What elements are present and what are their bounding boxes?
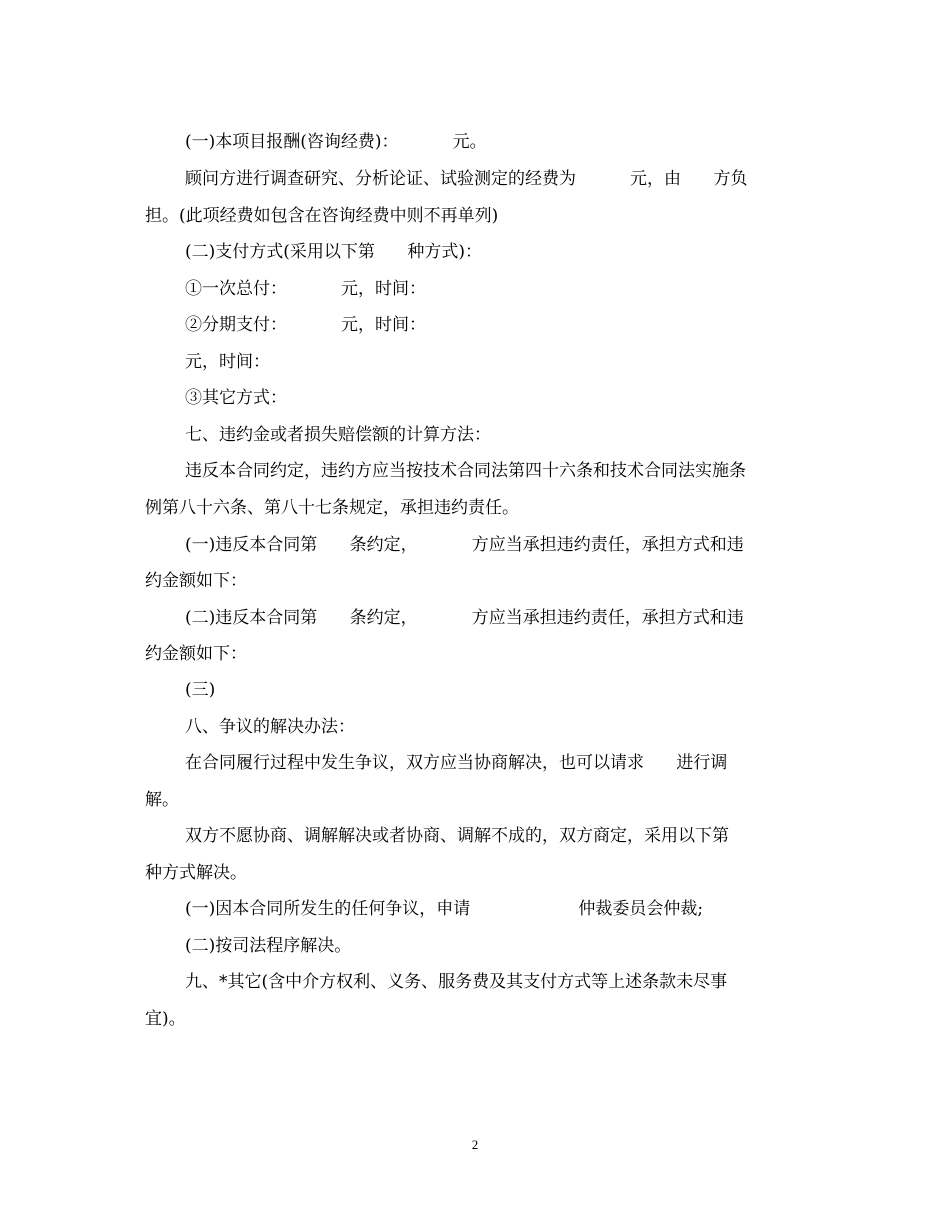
section-nine-cont: 宜)。: [145, 1009, 186, 1029]
clause-no-agreement-cont: 种方式解决。: [145, 863, 247, 883]
section-eight-heading: 八、争议的解决办法：: [185, 717, 355, 737]
breach-item-one-cont: 约金额如下：: [145, 571, 247, 591]
clause-dispute-cont: 解。: [145, 790, 179, 810]
section-seven-heading: 七、违约金或者损失赔偿额的计算方法：: [185, 425, 491, 445]
payment-other: ③其它方式：: [185, 388, 287, 408]
clause-remuneration: (一)本项目报酬(咨询经费)： 元。: [185, 132, 487, 152]
section-nine-heading: 九、*其它(含中介方权利、义务、服务费及其支付方式等上述条款未尽事: [185, 972, 728, 992]
dispute-arbitration: (一)因本合同所发生的任何争议，申请 仲裁委员会仲裁;: [185, 899, 704, 919]
clause-breach-cont: 例第八十六条、第八十七条规定，承担违约责任。: [145, 498, 519, 518]
page-number: 2: [471, 1137, 479, 1152]
payment-installment-time: 元，时间：: [185, 352, 270, 372]
clause-dispute: 在合同履行过程中发生争议，双方应当协商解决，也可以请求 进行调: [185, 753, 728, 773]
payment-installment: ②分期支付： 元，时间：: [185, 315, 427, 335]
clause-research-fee: 顾问方进行调查研究、分析论证、试验测定的经费为 元，由 方负: [185, 169, 748, 189]
breach-item-two: (二)违反本合同第 条约定， 方应当承担违约责任，承担方式和违: [185, 608, 744, 628]
payment-lump-sum: ①一次总付： 元，时间：: [185, 279, 427, 299]
clause-research-fee-cont: 担。(此项经费如包含在咨询经费中则不再单列): [145, 206, 499, 226]
dispute-litigation: (二)按司法程序解决。: [185, 936, 352, 956]
clause-no-agreement: 双方不愿协商、调解解决或者协商、调解不成的，双方商定，采用以下第: [185, 826, 729, 846]
clause-breach: 违反本合同约定，违约方应当按技术合同法第四十六条和技术合同法实施条: [185, 461, 746, 481]
clause-payment-method: (二)支付方式(采用以下第 种方式)：: [185, 242, 482, 262]
breach-item-two-cont: 约金额如下：: [145, 644, 247, 664]
breach-item-one: (一)违反本合同第 条约定， 方应当承担违约责任，承担方式和违: [185, 535, 744, 555]
breach-item-three: (三): [185, 680, 216, 700]
